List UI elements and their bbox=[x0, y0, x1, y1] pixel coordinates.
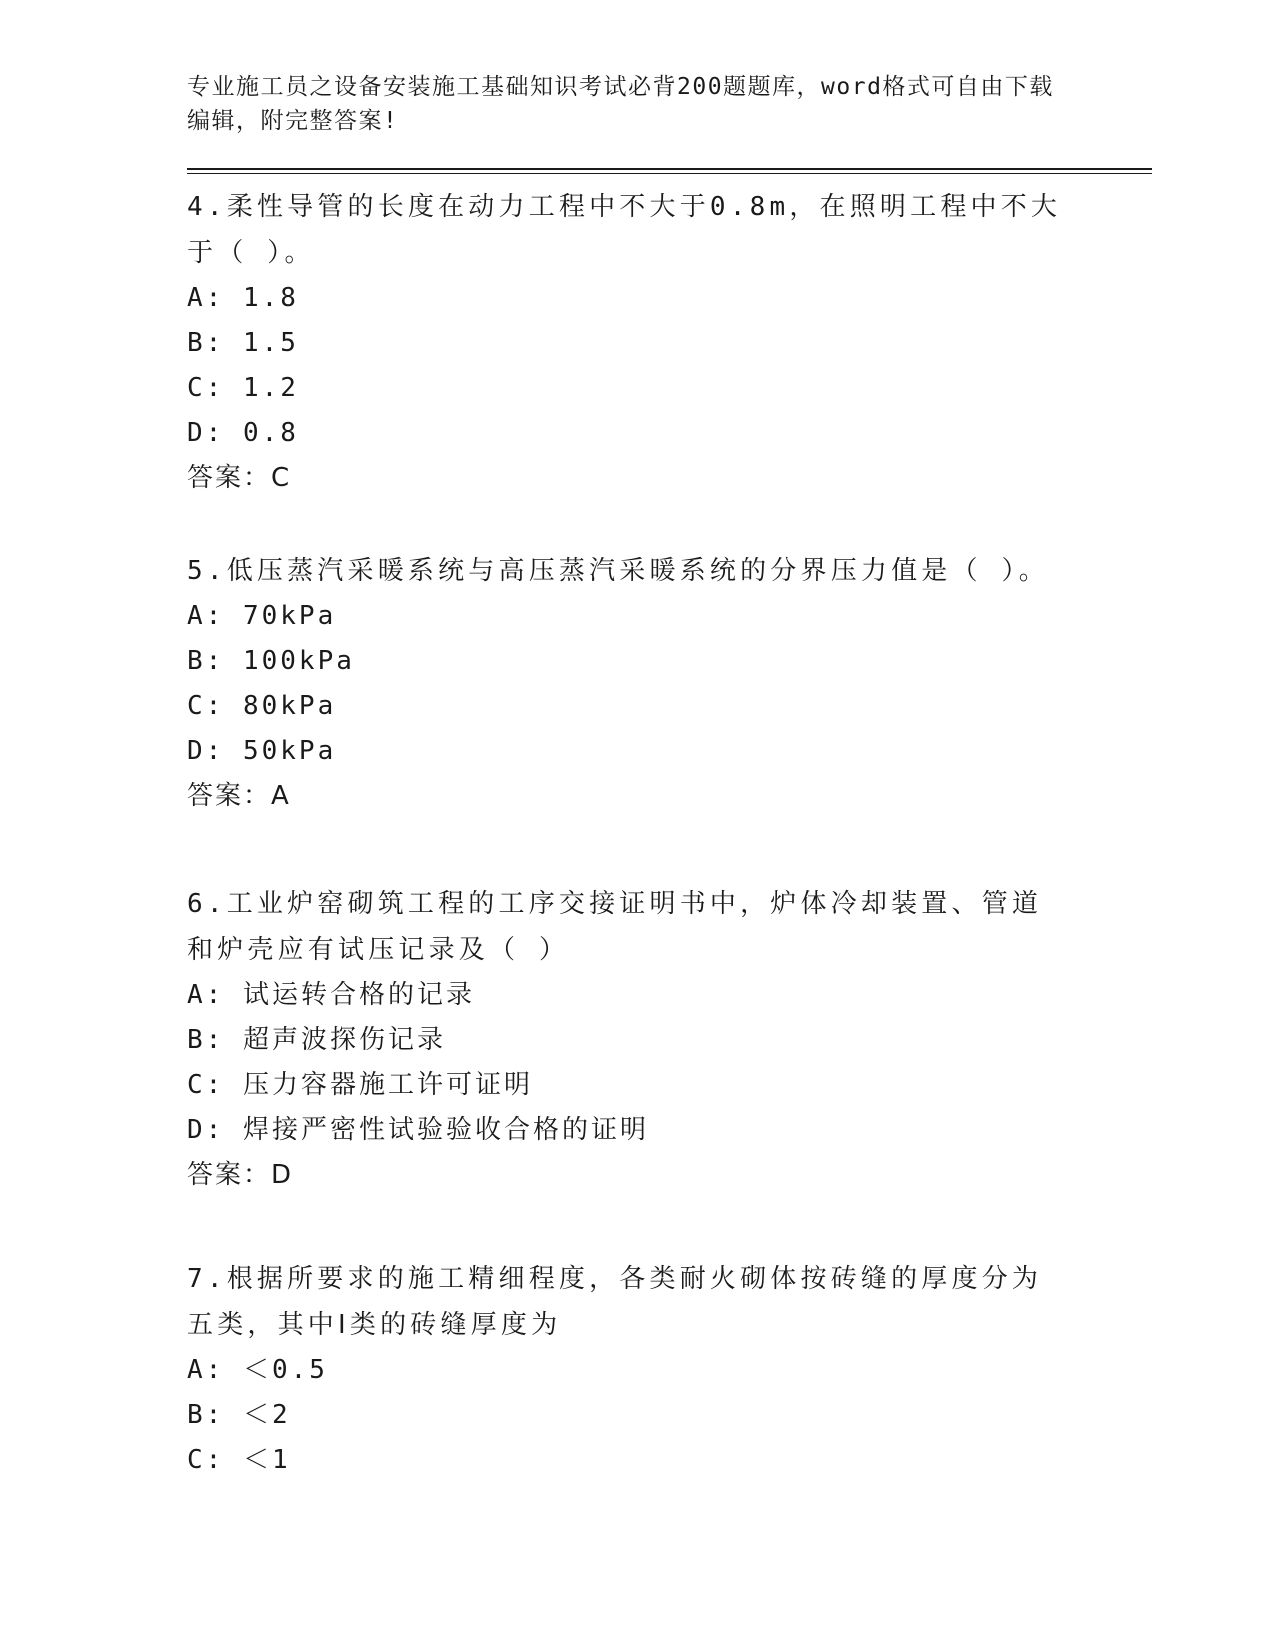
question-stem: 7.根据所要求的施工精细程度，各类耐火砌体按砖缝的厚度分为五类，其中Ⅰ类的砖缝厚度为 bbox=[187, 1264, 1043, 1340]
option-d: D: 焊接严密性试验验收合格的证明 bbox=[187, 1115, 649, 1145]
question-stem: 4.柔性导管的长度在动力工程中不大于0.8m，在照明工程中不大于（ ）。 bbox=[187, 192, 1062, 268]
answer-label: 答案：C bbox=[187, 463, 292, 493]
answer-label: 答案：A bbox=[187, 781, 291, 811]
option-b: B: 1.5 bbox=[187, 328, 299, 358]
option-c: C: ＜1 bbox=[187, 1445, 291, 1475]
answer-label: 答案：D bbox=[187, 1160, 294, 1190]
question-6 bbox=[187, 881, 1147, 1198]
option-a: A: ＜0.5 bbox=[187, 1355, 328, 1385]
option-a: A: 试运转合格的记录 bbox=[187, 980, 475, 1010]
document-page bbox=[187, 70, 1147, 1483]
question-stem: 5.低压蒸汽采暖系统与高压蒸汽采暖系统的分界压力值是（ ）。 bbox=[187, 556, 1049, 586]
question-stem: 6.工业炉窑砌筑工程的工序交接证明书中，炉体冷却装置、管道和炉壳应有试压记录及（ ） bbox=[187, 889, 1043, 965]
question-5 bbox=[187, 548, 1147, 819]
option-d: D: 0.8 bbox=[187, 418, 299, 448]
question-7 bbox=[187, 1256, 1147, 1483]
document-header: 专业施工员之设备安装施工基础知识考试必背200题题库，word格式可自由下载编辑，附完整答案! bbox=[187, 74, 1054, 134]
option-c: C: 压力容器施工许可证明 bbox=[187, 1070, 533, 1100]
question-4 bbox=[187, 184, 1147, 501]
header-divider bbox=[187, 168, 1152, 174]
option-a: A: 1.8 bbox=[187, 283, 299, 313]
option-b: B: 超声波探伤记录 bbox=[187, 1025, 446, 1055]
option-b: B: 100kPa bbox=[187, 646, 355, 676]
option-b: B: ＜2 bbox=[187, 1400, 291, 1430]
option-c: C: 80kPa bbox=[187, 691, 337, 721]
option-a: A: 70kPa bbox=[187, 601, 337, 631]
option-c: C: 1.2 bbox=[187, 373, 299, 403]
option-d: D: 50kPa bbox=[187, 736, 337, 766]
